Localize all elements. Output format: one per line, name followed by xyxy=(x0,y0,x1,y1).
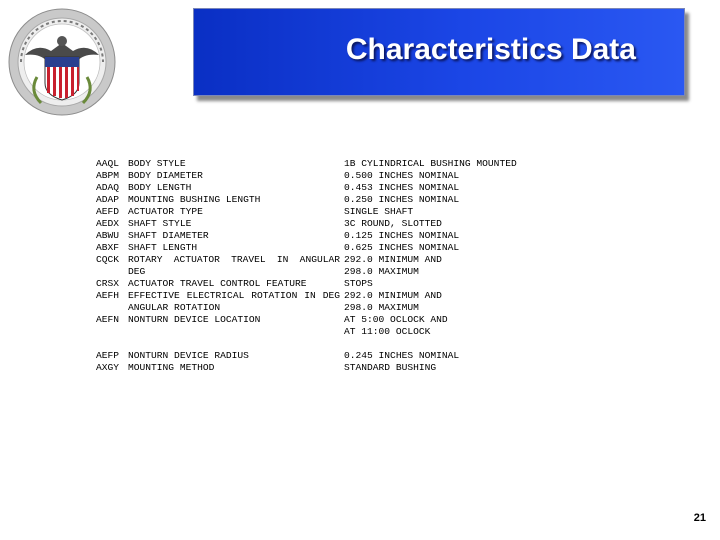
characteristic-name: NONTURN DEVICE RADIUS xyxy=(128,350,249,361)
mrc-code: AEDX xyxy=(96,218,120,229)
characteristic-value: 292.0 MINIMUM AND 298.0 MAXIMUM xyxy=(344,254,442,277)
characteristic-value: 1B CYLINDRICAL BUSHING MOUNTED xyxy=(344,158,517,169)
characteristic-name: BODY DIAMETER xyxy=(128,170,203,181)
page-title: Characteristics Data xyxy=(345,33,636,66)
characteristic-row xyxy=(96,278,564,290)
dla-seal-icon xyxy=(7,7,117,117)
characteristic-value: 3C ROUND, SLOTTED xyxy=(344,218,442,229)
characteristic-value: 0.245 INCHES NOMINAL xyxy=(344,350,460,361)
mrc-code: ADAQ xyxy=(96,182,120,193)
title-banner xyxy=(193,8,685,96)
characteristic-row xyxy=(96,206,564,218)
characteristic-name: MOUNTING METHOD xyxy=(128,362,215,373)
characteristic-row xyxy=(96,290,564,314)
characteristic-name: NONTURN DEVICE LOCATION xyxy=(128,314,261,325)
characteristics-table xyxy=(96,158,564,374)
characteristic-name: BODY STYLE xyxy=(128,158,186,169)
characteristic-name: EFFECTIVE ELECTRICAL ROTATION IN DEG ANGULAR ROTATION xyxy=(128,290,340,313)
mrc-code: AAQL xyxy=(96,158,120,169)
characteristic-row xyxy=(96,242,564,254)
characteristic-value: STOPS xyxy=(344,278,373,289)
characteristic-name: SHAFT LENGTH xyxy=(128,242,198,253)
characteristic-row xyxy=(96,158,564,170)
characteristic-name: SHAFT STYLE xyxy=(128,218,192,229)
mrc-code: ABXF xyxy=(96,242,120,253)
characteristic-row xyxy=(96,230,564,242)
characteristic-name: SHAFT DIAMETER xyxy=(128,230,209,241)
characteristic-value: 0.125 INCHES NOMINAL xyxy=(344,230,460,241)
mrc-code: AEFH xyxy=(96,290,120,301)
mrc-code: AEFP xyxy=(96,350,120,361)
characteristic-row xyxy=(96,362,564,374)
characteristic-name: ACTUATOR TRAVEL CONTROL FEATURE xyxy=(128,278,307,289)
characteristic-value: AT 5:00 OCLOCK AND AT 11:00 OCLOCK xyxy=(344,314,448,337)
characteristic-name: ACTUATOR TYPE xyxy=(128,206,203,217)
mrc-code: AEFN xyxy=(96,314,120,325)
mrc-code: ADAP xyxy=(96,194,120,205)
mrc-code: AXGY xyxy=(96,362,120,373)
characteristic-value: 292.0 MINIMUM AND 298.0 MAXIMUM xyxy=(344,290,442,313)
characteristic-value: 0.250 INCHES NOMINAL xyxy=(344,194,460,205)
characteristic-row xyxy=(96,314,564,338)
characteristic-name: MOUNTING BUSHING LENGTH xyxy=(128,194,261,205)
characteristic-row xyxy=(96,350,564,362)
characteristic-value: 0.453 INCHES NOMINAL xyxy=(344,182,460,193)
mrc-code: ABWU xyxy=(96,230,120,241)
characteristic-value: STANDARD BUSHING xyxy=(344,362,437,373)
characteristic-value: SINGLE SHAFT xyxy=(344,206,414,217)
characteristic-row xyxy=(96,194,564,206)
characteristic-row xyxy=(96,254,564,278)
mrc-code: CQCK xyxy=(96,254,120,265)
page-number: 21 xyxy=(693,512,706,524)
characteristic-name: BODY LENGTH xyxy=(128,182,192,193)
characteristic-row xyxy=(96,218,564,230)
mrc-code: AEFD xyxy=(96,206,120,217)
characteristic-row xyxy=(96,182,564,194)
characteristic-row xyxy=(96,170,564,182)
characteristic-value: 0.625 INCHES NOMINAL xyxy=(344,242,460,253)
mrc-code: CRSX xyxy=(96,278,120,289)
characteristic-name: ROTARY ACTUATOR TRAVEL IN ANGULAR DEG xyxy=(128,254,340,277)
mrc-code: ABPM xyxy=(96,170,120,181)
characteristic-value: 0.500 INCHES NOMINAL xyxy=(344,170,460,181)
